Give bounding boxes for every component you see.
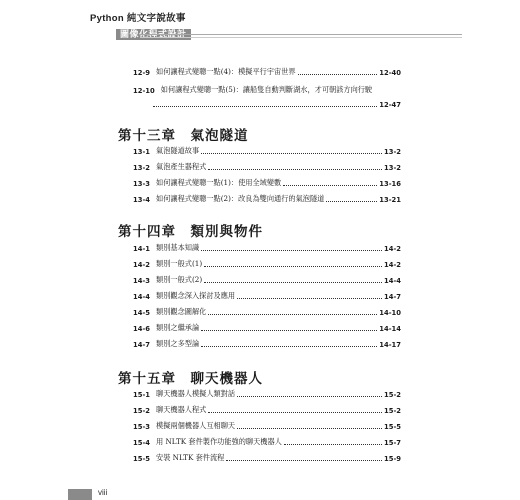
toc-entry-title: 氣泡產生器程式 — [156, 162, 207, 171]
toc-entry-page: 14-2 — [383, 261, 401, 269]
toc-entry — [133, 388, 401, 399]
toc-entry-number: 14-3 — [133, 277, 151, 285]
toc-entry-page: 13-2 — [383, 164, 401, 172]
footer-tab — [68, 489, 92, 500]
header-book-subtitle: 圖像化程式設計 — [116, 29, 191, 40]
toc-entry-title: 如何讓程式變聰一點(5)：讓船隻自動判斷湖水，才可朝該方向行駛 — [160, 85, 373, 94]
toc-entry-page: 12-47 — [379, 101, 401, 109]
toc-entry-page: 13-2 — [383, 148, 401, 156]
toc-entry-number: 14-6 — [133, 325, 151, 333]
toc-entry-number: 15-3 — [133, 423, 151, 431]
toc-entry-title: 安裝 NLTK 套件流程 — [156, 453, 225, 462]
toc-entry-number: 13-4 — [133, 196, 151, 204]
header-book-title: Python 純文字說故事 — [90, 13, 186, 24]
toc-entry-page: 14-7 — [383, 293, 401, 301]
table-of-contents — [133, 0, 401, 500]
toc-entry-number: 12-9 — [133, 69, 151, 77]
toc-entry-page: 15-5 — [383, 423, 401, 431]
toc-entry-number: 14-5 — [133, 309, 151, 317]
chapter-heading: 第十三章 氣泡隧道 — [118, 128, 249, 144]
toc-entry-page: 14-10 — [379, 309, 401, 317]
toc-entry-title: 如何讓程式變聰一點(2)：改良為雙向通行的氣泡隧道 — [156, 194, 325, 203]
toc-entry-page: 14-17 — [379, 341, 401, 349]
toc-entry-page: 15-7 — [383, 439, 401, 447]
toc-entry-number: 14-7 — [133, 341, 151, 349]
toc-entry-number: 13-1 — [133, 148, 151, 156]
toc-entry-title: 用 NLTK 套件製作功能強的聊天機器人 — [156, 437, 282, 446]
toc-entry-title: 類別觀念深入探討及應用 — [156, 291, 236, 300]
toc-entry-title: 類別之多型論 — [156, 339, 200, 348]
toc-entry-page: 14-14 — [379, 325, 401, 333]
toc-entry — [133, 452, 401, 463]
toc-entry-number: 14-4 — [133, 293, 151, 301]
toc-entry — [133, 404, 401, 415]
toc-entry-page: 13-21 — [379, 196, 401, 204]
toc-entry-number: 15-1 — [133, 391, 151, 399]
page-number: viii — [98, 488, 108, 497]
toc-entry-title: 模擬兩個機器人互相聊天 — [156, 421, 236, 430]
toc-entry-page: 13-16 — [379, 180, 401, 188]
toc-entry-title: 類別觀念圖解化 — [156, 307, 207, 316]
toc-entry-number: 14-1 — [133, 245, 151, 253]
toc-entry-number: 15-4 — [133, 439, 151, 447]
chapter-heading: 第十五章 聊天機器人 — [118, 371, 263, 387]
toc-entry-title: 如何讓程式變聰一點(4)：模擬平行宇宙世界 — [156, 67, 296, 76]
toc-entry-number: 13-3 — [133, 180, 151, 188]
toc-entry-number: 15-2 — [133, 407, 151, 415]
toc-entry-title: 氣泡隧道故事 — [156, 146, 200, 155]
leader-dots — [208, 412, 382, 413]
toc-entry-number: 13-2 — [133, 164, 151, 172]
toc-entry-title: 如何讓程式變聰一點(1)：使用全域變數 — [156, 178, 282, 187]
toc-entry — [133, 420, 401, 431]
toc-entry-title: 聊天機器人程式 — [156, 405, 207, 414]
toc-entry-page: 12-40 — [379, 69, 401, 77]
toc-entry-page: 15-2 — [383, 407, 401, 415]
toc-entry-title: 類別之繼承論 — [156, 323, 200, 332]
toc-entry-title: 聊天機器人模擬人類對話 — [156, 389, 236, 398]
toc-entry-page: 14-2 — [383, 245, 401, 253]
toc-entry-number: 12-10 — [133, 87, 155, 95]
toc-entry-page: 15-2 — [383, 391, 401, 399]
leader-dots — [237, 428, 382, 429]
toc-entry-title: 類別一般式(2) — [156, 275, 203, 284]
toc-entry-title: 類別基本知識 — [156, 243, 200, 252]
toc-entry-number: 15-5 — [133, 455, 151, 463]
leader-dots — [237, 396, 382, 397]
leader-dots — [284, 444, 382, 445]
toc-entry — [133, 436, 401, 447]
leader-dots — [226, 460, 382, 461]
toc-entry-page: 14-4 — [383, 277, 401, 285]
toc-entry-number: 14-2 — [133, 261, 151, 269]
toc-entry-title: 類別一般式(1) — [156, 259, 203, 268]
toc-entry-page: 15-9 — [383, 455, 401, 463]
chapter-heading: 第十四章 類別與物件 — [118, 224, 263, 240]
